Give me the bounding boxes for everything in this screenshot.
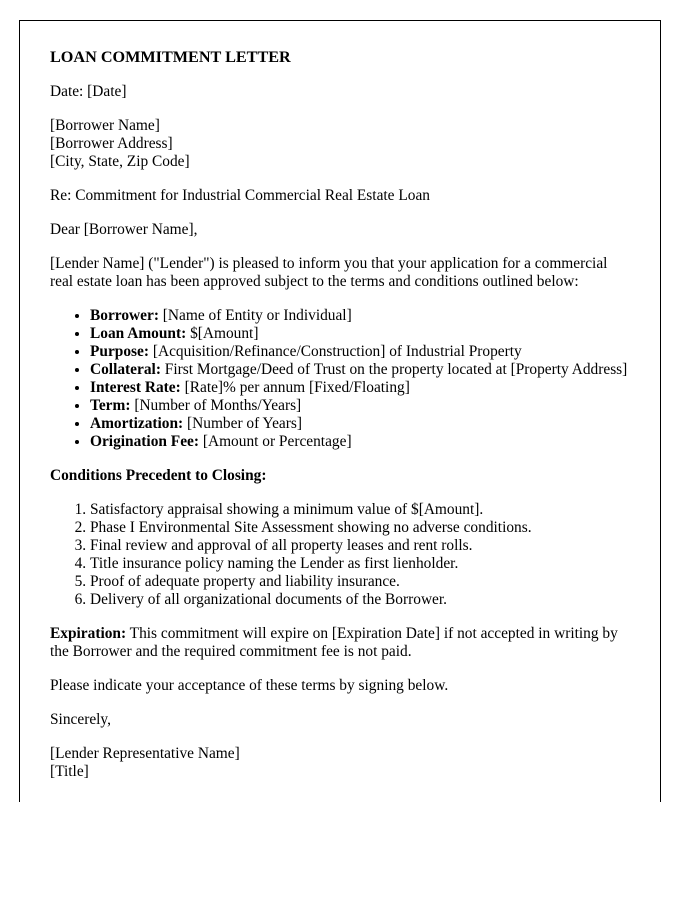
term-item-loan-amount (90, 325, 630, 343)
term-value: [Acquisition/Refinance/Construction] of Industrial Property (149, 343, 522, 360)
term-item-amortization (90, 415, 630, 433)
borrower-address-line: [Borrower Address] (50, 135, 173, 152)
acceptance-paragraph: Please indicate your acceptance of these terms by signing below. (50, 677, 449, 694)
term-label: Interest Rate: (90, 379, 181, 396)
date-line: Date: [Date] (50, 83, 127, 100)
conditions-list (50, 501, 630, 609)
conditions-heading: Conditions Precedent to Closing: (50, 467, 267, 484)
intro-paragraph: [Lender Name] ("Lender") is pleased to inform you that your application for a commercial real estate loan has been approved subject to the terms and conditions outlined below: (50, 255, 608, 290)
term-value: [Number of Years] (183, 415, 302, 432)
term-item-interest-rate (90, 379, 630, 397)
loan-commitment-letter (19, 20, 661, 802)
expiration-text: This commitment will expire on [Expiration Date] if not accepted in writing by the Borrower and the required commitment fee is not paid. (50, 625, 618, 660)
term-item-borrower (90, 307, 630, 325)
signature-name-line: [Lender Representative Name] (50, 745, 240, 762)
term-value: [Name of Entity or Individual] (158, 307, 352, 324)
condition-item: 6. Delivery of all organizational documents of the Borrower. (90, 591, 630, 609)
term-label: Origination Fee: (90, 433, 199, 450)
salutation: Dear [Borrower Name], (50, 221, 198, 238)
term-value: [Amount or Percentage] (199, 433, 352, 450)
condition-item: 4. Title insurance policy naming the Lender as first lienholder. (90, 555, 630, 573)
signature-block (50, 745, 630, 781)
expiration-paragraph (50, 625, 630, 661)
term-value: First Mortgage/Deed of Trust on the property located at [Property Address] (160, 361, 628, 378)
condition-item: 5. Proof of adequate property and liability insurance. (90, 573, 630, 591)
term-label: Term: (90, 397, 131, 414)
term-item-term (90, 397, 630, 415)
expiration-label: Expiration: (50, 625, 127, 642)
term-label: Collateral: (90, 361, 161, 378)
letter-title: LOAN COMMITMENT LETTER (50, 48, 291, 66)
closing: Sincerely, (50, 711, 111, 728)
term-value: [Rate]% per annum [Fixed/Floating] (180, 379, 410, 396)
term-label: Purpose: (90, 343, 149, 360)
term-value: $[Amount] (186, 325, 259, 342)
borrower-city-line: [City, State, Zip Code] (50, 153, 190, 170)
loan-terms-list (50, 307, 630, 451)
re-line: Re: Commitment for Industrial Commercial Real Estate Loan (50, 187, 430, 204)
term-value: [Number of Months/Years] (130, 397, 302, 414)
condition-item: 3. Final review and approval of all property leases and rent rolls. (90, 537, 630, 555)
term-label: Borrower: (90, 307, 159, 324)
borrower-address-block (50, 117, 630, 171)
condition-item: 2. Phase I Environmental Site Assessment showing no adverse conditions. (90, 519, 630, 537)
signature-title-line: [Title] (50, 763, 89, 780)
borrower-name-line: [Borrower Name] (50, 117, 160, 134)
term-label: Amortization: (90, 415, 184, 432)
term-label: Loan Amount: (90, 325, 187, 342)
term-item-purpose (90, 343, 630, 361)
term-item-collateral (90, 361, 630, 379)
condition-item: 1. Satisfactory appraisal showing a minimum value of $[Amount]. (90, 501, 630, 519)
term-item-origination-fee (90, 433, 630, 451)
